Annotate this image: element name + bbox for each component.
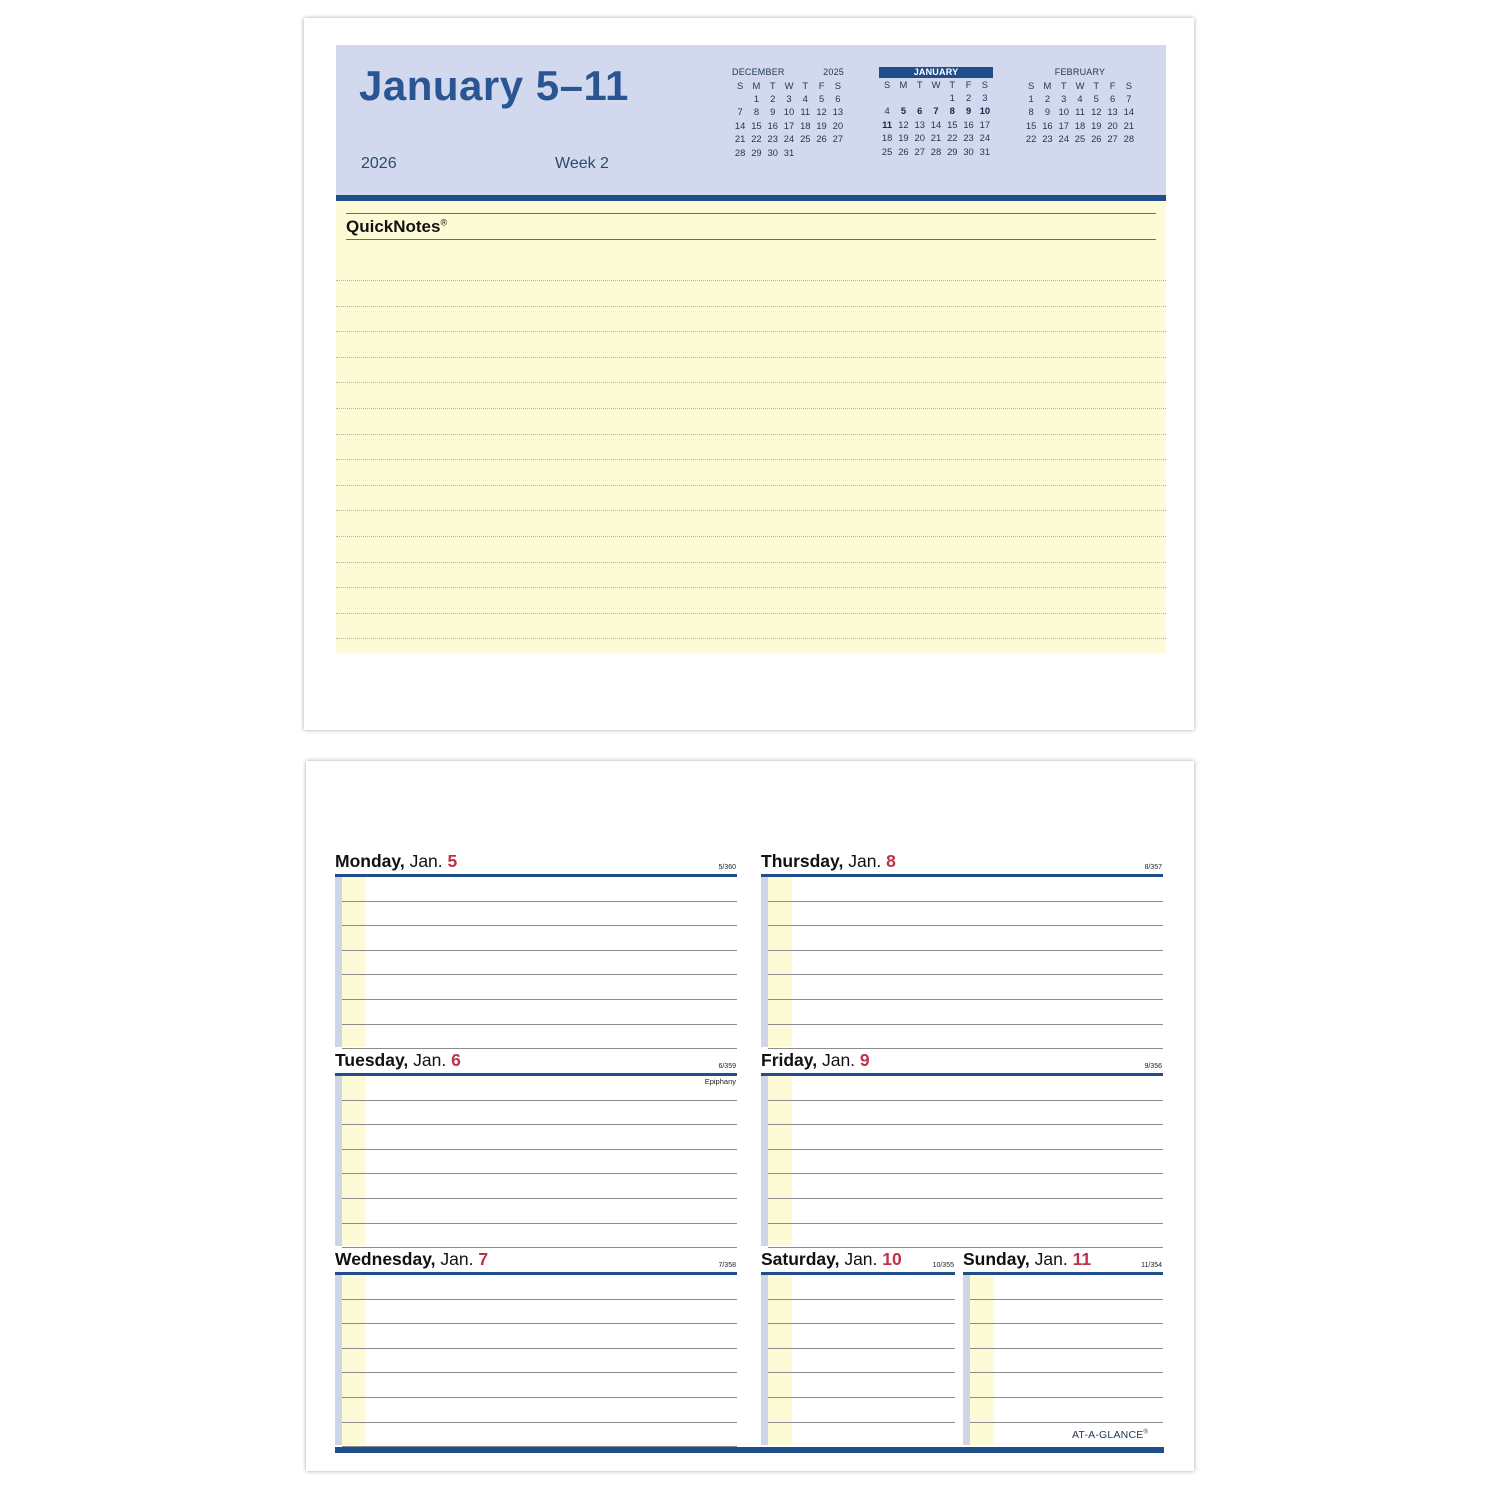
day-block[interactable]	[335, 1250, 737, 1445]
day-time-column	[768, 1076, 792, 1246]
day-writing-line	[342, 999, 737, 1000]
calendar-day: 22	[751, 133, 762, 145]
day-writing-line	[970, 1422, 1163, 1423]
calendar-day: 11	[800, 106, 811, 118]
day-writing-line	[768, 901, 1163, 902]
weekday-letter: T	[1093, 80, 1100, 91]
calendar-day: 9	[770, 106, 776, 118]
calendar-day: 4	[1077, 93, 1083, 104]
calendar-day: 12	[816, 106, 827, 118]
calendar-day: 22	[1025, 133, 1037, 145]
calendar-day: 10	[1058, 106, 1069, 118]
mini-calendar-year: 2025	[823, 67, 844, 77]
calendar-day: 26	[898, 145, 909, 157]
calendar-day: 20	[914, 132, 925, 144]
week-number-label: Week 2	[555, 155, 609, 172]
day-header-rule	[335, 874, 737, 877]
calendar-day: 24	[979, 132, 991, 144]
day-number: 11	[1072, 1249, 1092, 1269]
calendar-blank-cell	[912, 91, 928, 104]
calendar-day: 6	[835, 93, 841, 104]
weekday-letter: S	[1028, 80, 1035, 91]
day-writing-line	[342, 1100, 737, 1101]
day-name: Saturday,	[761, 1249, 840, 1269]
week-title: January 5–11	[359, 62, 629, 109]
day-writing-line	[342, 1173, 737, 1174]
day-of-year-count: 8/357	[1144, 864, 1162, 871]
mini-calendar-month-highlight: JANUARY	[879, 67, 993, 78]
calendar-day: 26	[1091, 133, 1102, 145]
note-line	[336, 613, 1166, 614]
mini-calendar-header	[1023, 67, 1137, 79]
day-writing-line	[768, 1048, 1163, 1049]
day-writing-line	[768, 1348, 955, 1349]
note-line	[336, 562, 1166, 563]
day-writing-line	[342, 1323, 737, 1324]
day-header-rule	[761, 874, 1163, 877]
weekday-letter: S	[737, 80, 744, 91]
day-margin-strip	[335, 877, 342, 1047]
day-writing-line	[768, 1372, 955, 1373]
day-header	[335, 1250, 737, 1272]
calendar-day: 9	[1044, 106, 1051, 118]
calendar-day: 3	[982, 92, 988, 103]
mini-calendar-grid	[879, 79, 993, 158]
day-writing-line	[342, 1149, 737, 1150]
day-writing-line	[342, 1397, 737, 1398]
calendar-blank-cell	[895, 91, 911, 104]
note-line	[336, 536, 1166, 537]
calendar-day: 27	[832, 133, 844, 145]
notes-top-redline	[346, 213, 1156, 214]
calendar-day: 6	[917, 105, 923, 117]
calendar-blank-cell	[928, 91, 944, 104]
calendar-day: 28	[930, 145, 942, 157]
day-margin-strip	[335, 1275, 342, 1445]
calendar-day: 21	[734, 133, 746, 145]
day-time-column	[970, 1275, 994, 1445]
day-name: Friday,	[761, 1050, 818, 1070]
calendar-day: 19	[816, 119, 827, 131]
weekday-letter: T	[1060, 80, 1067, 91]
day-writing-line	[342, 1124, 737, 1125]
calendar-day: 3	[786, 93, 792, 104]
day-writing-line	[768, 925, 1163, 926]
day-writing-line	[768, 1299, 955, 1300]
day-month: Jan.	[844, 1249, 878, 1269]
day-of-year-count: 9/356	[1144, 1063, 1162, 1070]
note-line	[336, 485, 1166, 486]
calendar-day: 28	[734, 146, 746, 158]
weekday-letter: M	[752, 80, 761, 91]
calendar-day: 16	[1042, 119, 1053, 131]
calendar-day: 27	[1107, 133, 1118, 145]
day-month: Jan.	[440, 1249, 474, 1269]
calendar-day: 2	[965, 92, 972, 103]
day-writing-line	[768, 1223, 1163, 1224]
brand-logo: AT-A-GLANCE®	[1072, 1429, 1149, 1441]
day-header	[761, 1051, 1163, 1073]
calendar-day: 19	[898, 132, 909, 144]
day-title	[761, 1249, 902, 1270]
mini-calendar-december	[732, 67, 846, 159]
note-line	[336, 357, 1166, 358]
day-title	[335, 1050, 461, 1071]
day-header	[761, 1250, 955, 1272]
day-margin-strip	[335, 1076, 342, 1246]
day-writing-line	[342, 1446, 737, 1447]
mini-calendar-grid	[732, 80, 846, 159]
calendar-day: 30	[963, 145, 974, 157]
day-title	[335, 851, 457, 872]
mini-calendar-month: DECEMBER	[732, 67, 785, 77]
calendar-day: 5	[1093, 93, 1099, 104]
calendar-day: 20	[1107, 119, 1118, 131]
calendar-day: 17	[979, 118, 991, 130]
day-time-column	[768, 877, 792, 1047]
day-name: Wednesday,	[335, 1249, 436, 1269]
day-header-rule	[761, 1073, 1163, 1076]
day-time-column	[768, 1275, 792, 1445]
calendar-day: 16	[963, 118, 974, 130]
calendar-day: 25	[881, 145, 893, 157]
calendar-day: 18	[800, 119, 811, 131]
calendar-day: 1	[1028, 93, 1034, 104]
year-label: 2026	[361, 155, 397, 172]
calendar-day: 16	[767, 119, 778, 131]
calendar-day: 5	[900, 105, 907, 117]
calendar-day: 2	[770, 93, 776, 104]
day-writing-line	[342, 1299, 737, 1300]
mini-calendar-grid	[1023, 80, 1137, 146]
day-number: 10	[882, 1249, 902, 1269]
calendar-day: 13	[914, 118, 925, 130]
weekday-letter: F	[818, 80, 825, 91]
calendar-day: 17	[1058, 119, 1069, 131]
note-line	[336, 459, 1166, 460]
mini-calendar-february	[1023, 67, 1137, 146]
day-writing-line	[768, 1173, 1163, 1174]
day-writing-line	[342, 1024, 737, 1025]
calendar-day: 11	[882, 118, 893, 130]
calendar-blank-cell	[732, 92, 748, 105]
weekly-days-page	[306, 761, 1194, 1471]
quicknotes-area[interactable]	[336, 201, 1166, 653]
day-of-year-count: 6/359	[718, 1063, 736, 1070]
calendar-day: 5	[818, 93, 825, 104]
calendar-day: 10	[979, 105, 991, 117]
day-writing-line	[768, 1149, 1163, 1150]
day-title	[761, 1050, 870, 1071]
calendar-day: 15	[751, 119, 762, 131]
weekday-letter: W	[931, 79, 941, 90]
calendar-day: 15	[1025, 119, 1037, 131]
weekday-letter: W	[1075, 80, 1085, 91]
calendar-day: 13	[832, 106, 844, 118]
day-writing-line	[342, 1223, 737, 1224]
day-header	[335, 1051, 737, 1073]
calendar-day: 21	[930, 132, 942, 144]
calendar-day: 24	[783, 133, 795, 145]
calendar-day: 18	[1074, 119, 1086, 131]
day-time-column	[342, 1275, 366, 1445]
day-writing-line	[342, 950, 737, 951]
day-time-column	[342, 1076, 366, 1246]
day-of-year-count: 5/360	[718, 864, 736, 871]
calendar-day: 1	[949, 92, 955, 103]
calendar-day: 25	[800, 133, 811, 145]
calendar-day: 7	[737, 106, 743, 118]
day-writing-line	[768, 999, 1163, 1000]
day-margin-strip	[761, 877, 768, 1047]
day-writing-line	[342, 1372, 737, 1373]
day-writing-line	[342, 1048, 737, 1049]
day-block[interactable]	[963, 1250, 1163, 1445]
day-writing-line	[342, 1422, 737, 1423]
day-number: 5	[447, 851, 458, 871]
mini-calendar-header	[732, 67, 846, 79]
day-margin-strip	[761, 1275, 768, 1445]
calendar-day: 11	[1075, 106, 1085, 118]
day-writing-line	[970, 1323, 1163, 1324]
calendar-day: 12	[1091, 106, 1102, 118]
weekday-letter: T	[802, 80, 809, 91]
calendar-day: 27	[914, 145, 925, 157]
calendar-day: 28	[1123, 133, 1135, 145]
day-month: Jan.	[413, 1050, 447, 1070]
weekday-letter: F	[1109, 80, 1116, 91]
calendar-day: 29	[947, 145, 958, 157]
note-line	[336, 280, 1166, 281]
calendar-day: 20	[832, 119, 844, 131]
calendar-day: 26	[816, 133, 827, 145]
bottom-divider	[335, 1447, 1164, 1453]
calendar-day: 3	[1061, 93, 1067, 104]
weekday-letter: S	[1125, 80, 1132, 91]
weekday-letter: S	[981, 79, 988, 90]
calendar-day: 31	[979, 145, 991, 157]
weekday-letter: S	[834, 80, 841, 91]
mini-calendar-january	[879, 67, 993, 158]
day-writing-line	[970, 1372, 1163, 1373]
day-of-year-count: 7/358	[718, 1262, 736, 1269]
calendar-day: 7	[933, 105, 939, 117]
day-writing-line	[768, 1198, 1163, 1199]
calendar-day: 9	[965, 105, 972, 117]
day-writing-line	[342, 1348, 737, 1349]
weekday-letter: M	[899, 79, 908, 90]
calendar-day: 23	[767, 133, 778, 145]
note-line	[336, 306, 1166, 307]
note-line	[336, 331, 1166, 332]
calendar-blank-cell	[879, 91, 895, 104]
calendar-day: 8	[1028, 106, 1034, 118]
calendar-day: 23	[963, 132, 974, 144]
note-line	[336, 587, 1166, 588]
day-title	[335, 1249, 488, 1270]
day-header	[761, 852, 1163, 874]
weekday-letter: F	[965, 79, 972, 90]
day-writing-line	[768, 950, 1163, 951]
calendar-day: 13	[1107, 106, 1118, 118]
day-writing-line	[768, 1124, 1163, 1125]
day-writing-line	[768, 1247, 1163, 1248]
day-writing-line	[342, 1247, 737, 1248]
note-line	[336, 434, 1166, 435]
calendar-day: 8	[949, 105, 955, 117]
day-header	[335, 852, 737, 874]
calendar-day: 10	[783, 106, 795, 118]
calendar-day: 25	[1074, 133, 1086, 145]
calendar-day: 17	[783, 119, 795, 131]
day-title	[963, 1249, 1091, 1270]
day-writing-line	[768, 974, 1163, 975]
calendar-day: 30	[767, 146, 778, 158]
day-block[interactable]	[761, 1051, 1163, 1246]
day-header-rule	[335, 1272, 737, 1275]
calendar-day: 14	[734, 119, 746, 131]
calendar-day: 4	[802, 93, 808, 104]
calendar-day: 4	[884, 105, 890, 117]
quicknotes-title: QuickNotes®	[346, 217, 448, 236]
calendar-day: 23	[1042, 133, 1053, 145]
day-name: Tuesday,	[335, 1050, 409, 1070]
day-writing-line	[342, 1198, 737, 1199]
calendar-day: 1	[753, 93, 760, 104]
day-writing-line	[768, 1024, 1163, 1025]
day-number: 6	[451, 1050, 461, 1070]
day-month: Jan.	[848, 851, 882, 871]
calendar-day: 14	[930, 118, 942, 130]
mini-calendar-month: FEBRUARY	[1054, 67, 1106, 77]
weekday-letter: S	[884, 79, 891, 90]
calendar-day: 7	[1126, 93, 1132, 104]
calendar-day: 31	[783, 146, 795, 158]
day-number: 9	[859, 1050, 870, 1070]
note-line	[336, 382, 1166, 383]
weekday-letter: T	[769, 80, 776, 91]
day-writing-line	[342, 925, 737, 926]
calendar-day: 15	[947, 118, 958, 130]
weekly-notes-page	[304, 18, 1194, 730]
day-name: Thursday,	[761, 851, 844, 871]
day-writing-line	[970, 1299, 1163, 1300]
day-writing-line	[768, 1323, 955, 1324]
day-block[interactable]	[335, 852, 737, 1047]
day-writing-line	[342, 974, 737, 975]
day-header	[963, 1250, 1163, 1272]
day-block[interactable]	[761, 852, 1163, 1047]
weekday-letter: W	[784, 80, 794, 91]
day-block[interactable]	[335, 1051, 737, 1246]
weekday-letter: T	[916, 79, 923, 90]
note-line	[336, 408, 1166, 409]
day-month: Jan.	[821, 1050, 856, 1070]
calendar-day: 2	[1044, 93, 1051, 104]
day-writing-line	[768, 1422, 955, 1423]
day-writing-line	[768, 1100, 1163, 1101]
calendar-day: 12	[898, 118, 909, 130]
day-header-rule	[335, 1073, 737, 1076]
calendar-day: 18	[881, 132, 893, 144]
calendar-day: 19	[1091, 119, 1102, 131]
weekday-letter: T	[949, 79, 956, 90]
day-margin-strip	[761, 1076, 768, 1246]
calendar-day: 8	[753, 106, 760, 118]
note-line	[336, 638, 1166, 639]
calendar-day: 24	[1058, 133, 1069, 145]
day-number: 8	[886, 851, 896, 871]
calendar-day: 14	[1123, 106, 1135, 118]
day-title	[761, 851, 896, 872]
calendar-day: 21	[1123, 119, 1135, 131]
day-name: Sunday,	[963, 1249, 1030, 1269]
weekday-letter: M	[1043, 80, 1052, 91]
holiday-label: Epiphany	[704, 1077, 736, 1086]
day-of-year-count: 10/355	[932, 1262, 954, 1269]
day-block[interactable]	[761, 1250, 955, 1445]
day-writing-line	[342, 901, 737, 902]
day-margin-strip	[963, 1275, 970, 1445]
day-number: 7	[478, 1249, 489, 1269]
note-line	[336, 510, 1166, 511]
day-writing-line	[970, 1397, 1163, 1398]
calendar-day: 6	[1109, 93, 1116, 104]
notes-bottom-redline	[346, 239, 1156, 240]
day-name: Monday,	[335, 851, 405, 871]
day-month: Jan.	[1034, 1249, 1068, 1269]
calendar-day: 29	[751, 146, 762, 158]
day-writing-line	[970, 1348, 1163, 1349]
day-of-year-count: 11/354	[1141, 1262, 1162, 1269]
day-writing-line	[768, 1397, 955, 1398]
day-time-column	[342, 877, 366, 1047]
day-month: Jan.	[409, 851, 443, 871]
calendar-day: 22	[947, 132, 958, 144]
